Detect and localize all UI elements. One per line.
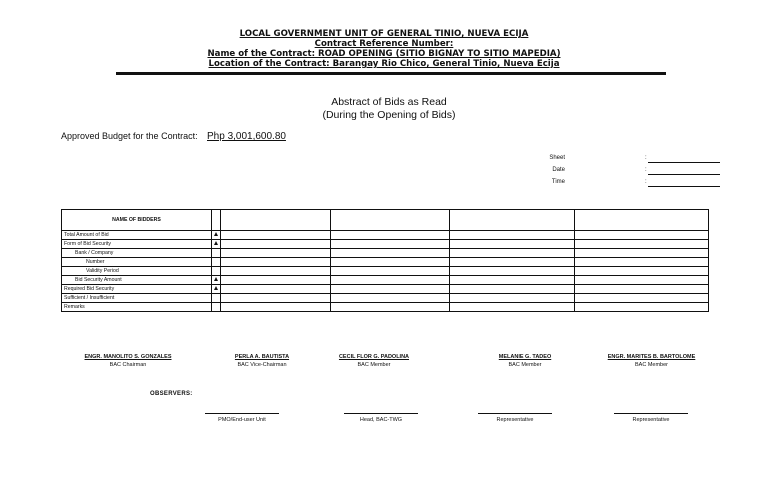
- time-colon: :: [645, 179, 647, 185]
- marker-cell: [212, 303, 221, 312]
- document-subtitle: (During the Opening of Bids): [322, 109, 456, 121]
- table-row: [62, 294, 709, 303]
- row-label: Total Amount of Bid: [64, 231, 109, 238]
- budget-value: Php 3,001,600.80: [207, 131, 286, 142]
- triangle-marker-icon: [214, 277, 218, 281]
- marker-cell: [212, 231, 221, 240]
- signature-line: [478, 413, 552, 414]
- row-label-cell: [62, 294, 212, 303]
- row-label-cell: [62, 258, 212, 267]
- observer-block: [478, 413, 552, 423]
- bid-value-cell: [331, 294, 450, 303]
- table-cell: [212, 210, 221, 231]
- marker-cell: [212, 258, 221, 267]
- marker-cell: [212, 294, 221, 303]
- signatory-block: [318, 354, 430, 368]
- bid-value-cell: [450, 240, 575, 249]
- sheet-colon: :: [645, 155, 647, 161]
- header-contract-ref: Contract Reference Number:: [314, 39, 454, 49]
- observer-block: [344, 413, 418, 423]
- signatory-role: BAC Chairman: [109, 362, 147, 368]
- observer-role: Representative: [632, 417, 670, 423]
- bid-value-cell: [450, 258, 575, 267]
- bid-value-cell: [450, 267, 575, 276]
- time-blank: [648, 179, 720, 187]
- signatory-name: PERLA A. BAUTISTA: [234, 354, 290, 360]
- bidder-3-header: [450, 210, 575, 231]
- bid-value-cell: [575, 249, 709, 258]
- marker-cell: [212, 249, 221, 258]
- bids-table: [61, 209, 709, 312]
- signatory-role: BAC Member: [357, 362, 391, 368]
- signatory-name: MELANIE G. TADEO: [498, 354, 552, 360]
- bidders-header-label: NAME OF BIDDERS: [112, 216, 161, 223]
- bids-table-body: [62, 210, 709, 312]
- signatory-block: [480, 354, 570, 368]
- observers-label: OBSERVERS:: [150, 391, 193, 397]
- signatory-name: ENGR. MANOLITO S. GONZALES: [84, 354, 172, 360]
- bid-value-cell: [221, 258, 331, 267]
- marker-cell: [212, 240, 221, 249]
- table-row: [62, 249, 709, 258]
- row-label-cell: [62, 303, 212, 312]
- observer-role: Head, BAC-TWG: [359, 417, 403, 423]
- sheet-label: Sheet: [549, 155, 565, 161]
- bid-value-cell: [331, 267, 450, 276]
- bid-value-cell: [331, 249, 450, 258]
- marker-cell: [212, 267, 221, 276]
- bid-value-cell: [331, 276, 450, 285]
- signatory-name: CECIL FLOR G. PADOLINA: [338, 354, 410, 360]
- bid-value-cell: [221, 267, 331, 276]
- date-blank: [648, 167, 720, 175]
- bidders-header-cell: [62, 210, 212, 231]
- row-label-cell: [62, 231, 212, 240]
- bid-value-cell: [331, 303, 450, 312]
- bid-value-cell: [221, 249, 331, 258]
- signatory-name: ENGR. MARITES B. BARTOLOME: [607, 354, 696, 360]
- bid-value-cell: [450, 249, 575, 258]
- bid-value-cell: [450, 276, 575, 285]
- sheet-blank: [648, 155, 720, 163]
- bid-value-cell: [331, 240, 450, 249]
- marker-cell: [212, 276, 221, 285]
- bid-value-cell: [575, 240, 709, 249]
- row-label: Sufficient / Insufficient: [64, 294, 115, 301]
- row-label: Bid Security Amount: [75, 276, 122, 283]
- bid-value-cell: [331, 285, 450, 294]
- bid-value-cell: [221, 231, 331, 240]
- row-label: Required Bid Security: [64, 285, 115, 292]
- signatory-role: BAC Vice-Chairman: [237, 362, 287, 368]
- bid-value-cell: [575, 231, 709, 240]
- bidder-2-header: [331, 210, 450, 231]
- signature-line: [614, 413, 688, 414]
- bidder-4-header: [575, 210, 709, 231]
- signature-line: [205, 413, 279, 414]
- signatory-block: [595, 354, 708, 368]
- bid-value-cell: [331, 258, 450, 267]
- date-label: Date: [552, 167, 565, 173]
- signature-line: [344, 413, 418, 414]
- observer-role: Representative: [496, 417, 534, 423]
- row-label: Form of Bid Security: [64, 240, 111, 247]
- document-title: Abstract of Bids as Read: [331, 96, 447, 108]
- bid-value-cell: [221, 285, 331, 294]
- bid-value-cell: [575, 294, 709, 303]
- marker-cell: [212, 285, 221, 294]
- row-label-cell: [62, 240, 212, 249]
- budget-label: Approved Budget for the Contract:: [61, 131, 198, 141]
- row-label: Bank / Company: [75, 249, 114, 256]
- bid-value-cell: [575, 285, 709, 294]
- row-label-cell: [62, 249, 212, 258]
- signatory-role: BAC Member: [634, 362, 668, 368]
- bid-value-cell: [331, 231, 450, 240]
- bid-value-cell: [450, 285, 575, 294]
- bid-value-cell: [221, 303, 331, 312]
- header-contract-location: Location of the Contract: Barangay Rio Chico, General Tinio, Nueva Ecija: [208, 59, 560, 69]
- bid-value-cell: [221, 240, 331, 249]
- bid-value-cell: [450, 303, 575, 312]
- observer-block: [614, 413, 688, 423]
- bid-value-cell: [221, 276, 331, 285]
- header-lgu: LOCAL GOVERNMENT UNIT OF GENERAL TINIO, NUEVA ECIJA: [239, 29, 529, 39]
- table-row: [62, 267, 709, 276]
- signatory-block: [221, 354, 303, 368]
- time-label: Time: [551, 179, 565, 185]
- triangle-marker-icon: [214, 241, 218, 245]
- bid-value-cell: [575, 276, 709, 285]
- table-header-row: [62, 210, 709, 231]
- bid-value-cell: [575, 258, 709, 267]
- observer-role: PMO/End-user Unit: [218, 417, 266, 423]
- row-label-cell: [62, 285, 212, 294]
- bidder-1-header: [221, 210, 331, 231]
- table-row: [62, 258, 709, 267]
- date-colon: :: [645, 167, 647, 173]
- bid-value-cell: [575, 303, 709, 312]
- header-divider: [116, 72, 666, 75]
- table-row: [62, 231, 709, 240]
- signatory-role: BAC Member: [508, 362, 542, 368]
- bid-value-cell: [450, 294, 575, 303]
- bid-value-cell: [221, 294, 331, 303]
- row-label: Number: [86, 258, 105, 265]
- row-label-cell: [62, 267, 212, 276]
- row-label-cell: [62, 276, 212, 285]
- table-row: [62, 240, 709, 249]
- bid-value-cell: [450, 231, 575, 240]
- header-contract-name: Name of the Contract: ROAD OPENING (SITIO BIGNAY TO SITIO MAPEDIA): [207, 49, 561, 59]
- observer-block: [205, 413, 279, 423]
- row-label: Validity Period: [86, 267, 119, 274]
- signatory-block: [78, 354, 178, 368]
- table-row: [62, 285, 709, 294]
- triangle-marker-icon: [214, 232, 218, 236]
- row-label: Remarks: [64, 303, 85, 310]
- table-row: [62, 276, 709, 285]
- triangle-marker-icon: [214, 286, 218, 290]
- bid-value-cell: [575, 267, 709, 276]
- table-row: [62, 303, 709, 312]
